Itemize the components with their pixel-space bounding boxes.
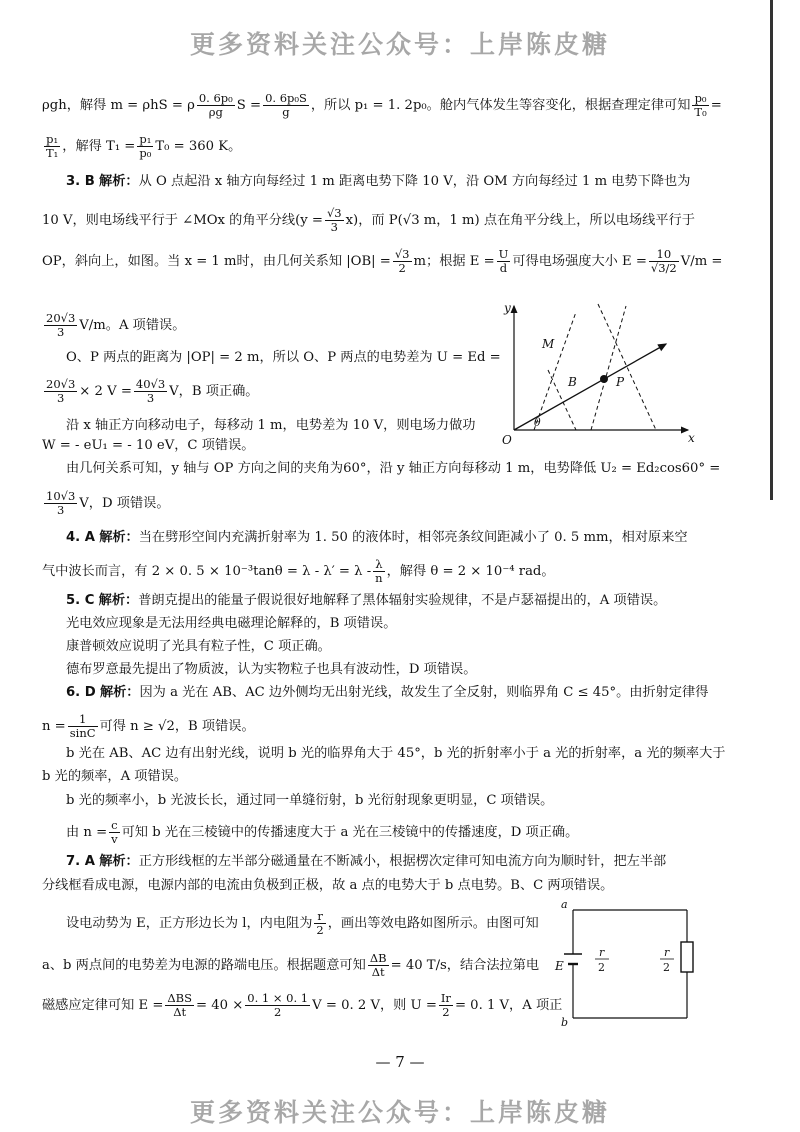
- fraction: $\frac{\text{ΔBS}}{\Delta t}$: [167, 991, 193, 1019]
- fraction: $\frac{20√3}{3}$: [46, 311, 76, 339]
- label-b: b: [561, 1016, 569, 1028]
- external-resistance-num: r: [664, 946, 670, 959]
- fraction: $\frac{\text{p₁}}{\text{p₀}}$: [139, 132, 152, 160]
- fraction: $\frac{20√3}{3}$: [46, 377, 76, 405]
- q5-line-3: 康普顿效应说明了光具有粒子性，C 项正确。: [66, 639, 331, 654]
- fraction: $\frac{40√3}{3}$: [135, 377, 166, 405]
- q3-line-9: 由几何关系可知，y 轴与 OP 方向之间的夹角为60°，沿 y 轴正方向每移动 1 m，电势降低 U₂ = Ed₂cos60° =: [66, 461, 721, 476]
- q3-line-4: $\frac{20√3}{3}$ V/m。A 项错误。: [46, 311, 186, 339]
- fraction: $\frac{0. 1 \times 0. 1}{2}$: [247, 991, 309, 1019]
- analysis-tag: 解析：: [98, 593, 139, 608]
- fraction: $\frac{\text{0. 6p₀S}}{g}$: [265, 91, 307, 119]
- q7-line-4: a、b 两点间的电势差为电源的路端电压。根据题意可知 $\frac{\Delta B}{\Delta t}$ = 40 T/s，结合法拉第电: [42, 951, 540, 979]
- analysis-tag: 解析：: [99, 174, 139, 189]
- point-p: [600, 375, 608, 383]
- electric-field-diagram: [498, 300, 700, 448]
- fraction: $\frac{\Delta B}{\Delta t}$: [369, 951, 387, 979]
- analysis-tag: 解析：: [99, 854, 139, 869]
- q3-line-1: 3. B 解析：从 O 点起沿 x 轴方向每经过 1 m 距离电势下降 10 V，沿 OM 方向每经过 1 m 电势下降也为: [66, 174, 691, 189]
- q7-line-5: 磁感应定律可知 E = $\frac{\text{ΔBS}}{\Delta t}$ = 40 × $\frac{0. 1 \times 0. 1}{2}$ V = 0. 2 V，则 U = $\frac{Ir}{2}$ = 0. 1 V，A 项正: [42, 991, 563, 1019]
- label-x: x: [688, 431, 695, 445]
- q3-line-5: O、P 两点的距离为 |OP| = 2 m，所以 O、P 两点的电势差为 U = Ed =: [66, 350, 501, 365]
- q6-line-1: 6. D 解析：因为 a 光在 AB、AC 边外侧均无出射光线，故发生了全反射，则临界角 C ≤ 45°。由折射定律得: [66, 685, 709, 700]
- internal-resistance-num: r: [599, 946, 605, 959]
- q4-line-2: 气中波长而言，有 2 × 0. 5 × 10⁻³tanθ = λ - λ′ = λ - $\frac{\lambda}{n}$ ，解得 θ = 2 × 10⁻⁴ rad。: [42, 557, 555, 585]
- q3-line-8: W = - eU₁ = - 10 eV，C 项错误。: [42, 438, 255, 453]
- question-number: 6. D: [66, 685, 96, 700]
- watermark-top: 更多资料关注公众号：上岸陈皮糖: [189, 30, 610, 59]
- fraction: $\frac{\lambda}{n}$: [375, 557, 383, 585]
- analysis-tag: 解析：: [99, 685, 140, 700]
- fraction: $\frac{c}{v}$: [111, 818, 118, 846]
- q6-line-3: b 光在 AB、AC 边有出射光线，说明 b 光的临界角大于 45°，b 光的折射率小于 a 光的折射率，a 光的频率大于: [66, 746, 726, 761]
- p1-line-2: $\frac{\text{p₁}}{\text{T₁}}$ ，解得 T₁ = $\frac{\text{p₁}}{\text{p₀}}$ T₀ = 360 K。: [46, 132, 242, 160]
- watermark-bottom: 更多资料关注公众号：上岸陈皮糖: [189, 1098, 610, 1127]
- q3-line-7: 沿 x 轴正方向移动电子，每移动 1 m，电势差为 10 V，则电场力做功: [66, 418, 476, 433]
- label-theta: θ: [534, 416, 541, 429]
- fraction: $\frac{\text{p₁}}{\text{T₁}}$: [46, 132, 59, 160]
- q6-line-6: 由 n = $\frac{c}{v}$ 可知 b 光在三棱镜中的传播速度大于 a 光在三棱镜中的传播速度，D 项正确。: [66, 818, 579, 846]
- dashed-line: [591, 306, 626, 430]
- label-e: E: [555, 959, 564, 973]
- q7-line-3: 设电动势为 E，正方形边长为 l，内电阻为 $\frac{r}{2}$ ，画出等效电路如图所示。由图可知: [66, 909, 539, 937]
- q6-line-4: b 光的频率，A 项错误。: [42, 769, 188, 784]
- q3-line-2: 10 V，则电场线平行于 ∠MOx 的角平分线(y = $\frac{√3}{3}$ x)，而 P(√3 m，1 m) 点在角平分线上，所以电场线平行于: [42, 206, 695, 234]
- label-y: y: [504, 301, 511, 315]
- fraction: $\frac{√3}{3}$: [326, 206, 342, 234]
- q5-line-1: 5. C 解析：普朗克提出的能量子假说很好地解释了黑体辐射实验规律，不是卢瑟福提出的，A 项错误。: [66, 593, 667, 608]
- q7-line-1: 7. A 解析：正方形线框的左半部分磁通量在不断减小，根据楞次定律可知电流方向为顺时针，把左半部: [66, 854, 667, 869]
- external-resistance-den: 2: [663, 961, 670, 974]
- q5-line-4: 德布罗意最先提出了物质波，认为实物粒子也具有波动性，D 项错误。: [66, 662, 477, 677]
- label-b: B: [568, 375, 577, 389]
- fraction: $\frac{Ir}{2}$: [440, 991, 451, 1019]
- question-number: 3. B: [66, 174, 95, 189]
- q3-line-10: $\frac{10√3}{3}$ V，D 项错误。: [46, 489, 170, 517]
- q4-line-1: 4. A 解析：当在劈形空间内充满折射率为 1. 50 的液体时，相邻亮条纹间距减小了 0. 5 mm，相对原来空: [66, 530, 688, 545]
- analysis-tag: 解析：: [99, 530, 139, 545]
- fraction: $\frac{\text{0. 6p₀}}{\rho g}$: [198, 91, 233, 119]
- fraction: $\frac{r}{2}$: [316, 909, 324, 937]
- fraction: $\frac{1}{\sin C}$: [69, 712, 96, 740]
- resistor: [681, 942, 693, 972]
- q3-line-6: $\frac{20√3}{3}$ × 2 V = $\frac{40√3}{3}$ V，B 项正确。: [46, 377, 259, 405]
- fraction: $\frac{10}{√3/2}$: [650, 247, 677, 275]
- equivalent-circuit-diagram: [553, 898, 703, 1028]
- fraction: $\frac{√3}{2}$: [394, 247, 410, 275]
- scan-edge-line: [770, 0, 773, 500]
- q5-line-2: 光电效应现象是无法用经典电磁理论解释的，B 项错误。: [66, 616, 397, 631]
- fraction: $\frac{10√3}{3}$: [46, 489, 76, 517]
- question-number: 5. C: [66, 593, 95, 608]
- q6-line-5: b 光的频率小，b 光波长长，通过同一单缝衍射，b 光衍射现象更明显，C 项错误。: [66, 793, 554, 808]
- question-number: 4. A: [66, 530, 95, 545]
- dashed-line: [534, 312, 576, 430]
- p1-line-1: ρgh，解得 m = ρhS = ρ $\frac{\text{0. 6p₀}}{\rho g}$ S = $\frac{\text{0. 6p₀S}}{g}$ ，所以 p₁ = 1. 2p₀。舱内气体发生等容变化，根据查理定律可知 $\frac{\text{p₀}}{\text{T₀}}$ =: [42, 91, 722, 119]
- label-o: O: [502, 433, 512, 447]
- label-a: a: [561, 898, 568, 911]
- q7-line-2: 分线框看成电源，电源内部的电流由负极到正极，故 a 点的电势大于 b 点电势。B、C 两项错误。: [42, 878, 614, 893]
- fraction: $\frac{\text{p₀}}{\text{T₀}}$: [694, 91, 707, 119]
- label-p: P: [616, 375, 625, 389]
- q3-line-3: OP，斜向上，如图。当 x = 1 m时，由几何关系知 |OB| = $\frac{√3}{2}$ m；根据 E = $\frac{U}{d}$ 可得电场强度大小 E = $\frac{10}{√3/2}$ V/m =: [42, 247, 723, 275]
- fraction: $\frac{U}{d}$: [498, 247, 509, 275]
- q6-line-2: n = $\frac{1}{\sin C}$ 可得 n ≥ √2，B 项错误。: [42, 712, 255, 740]
- question-number: 7. A: [66, 854, 95, 869]
- label-m: M: [542, 337, 555, 351]
- internal-resistance-den: 2: [598, 961, 605, 974]
- page-number: — 7 —: [375, 1053, 425, 1071]
- dashed-line: [598, 304, 656, 430]
